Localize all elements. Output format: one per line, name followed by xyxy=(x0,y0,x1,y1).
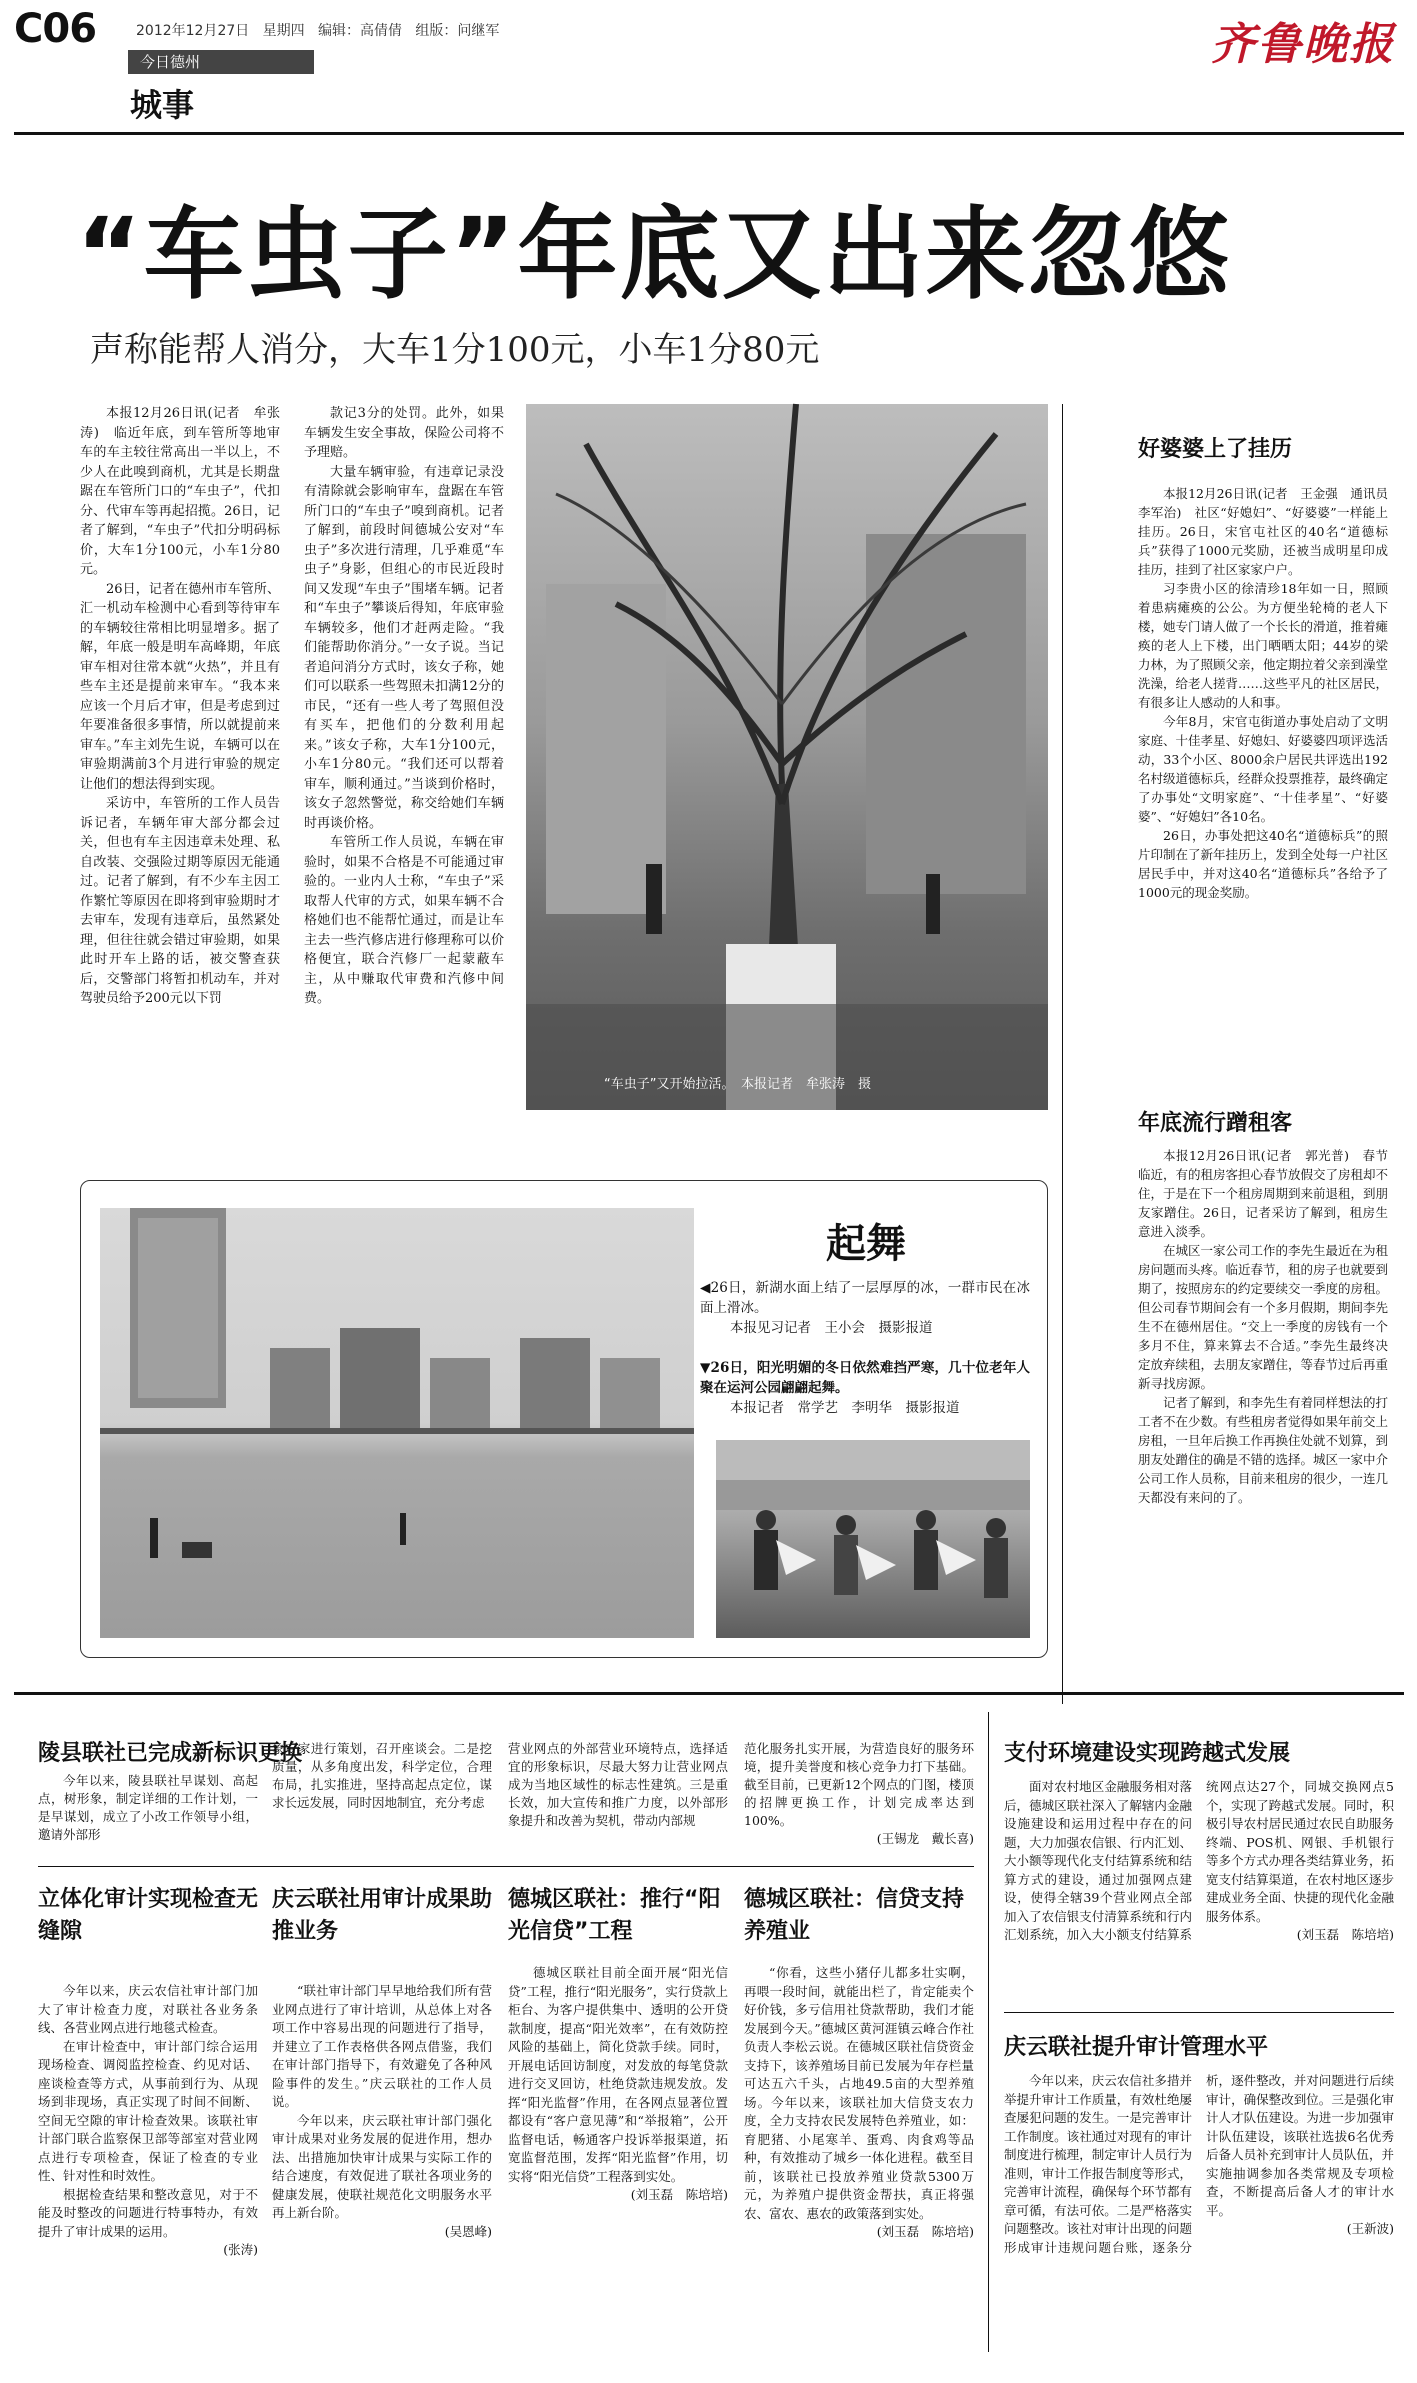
lead-photo xyxy=(526,404,1048,1110)
section-tag-label: 今日德州 xyxy=(140,53,201,71)
story-paragraph: 本报12月26日讯(记者 王金强 通讯员 李军治) 社区“好媳妇”、“好婆婆”一样能上挂历。26日，宋官屯社区的40名“道德标兵”获得了1000元奖励，还被当成明星印成挂历，挂到了社区家家户户。 xyxy=(1138,486,1401,577)
lead-paragraph: 26日，记者在德州市车管所、汇一机动车检测中心看到等待审车的车辆较往常相比明显增多。据了解，年底一般是明车高峰期，年底审车相对往常本就“火热”，并且有些车主还是提前来审车。“我本来应该一个月后才审，但是考虑到过年要准备很多事情，所以就提前来审车。”车主刘先生说，车辆可以在审验期满前3个月进行审验的规定让他们的想法得到实现。 xyxy=(80,581,280,792)
story-grandma-body xyxy=(1138,484,1401,1054)
bottom-inner-rule xyxy=(38,1866,974,1867)
header-rule xyxy=(14,132,1404,135)
lead-photo-illustration xyxy=(526,404,1048,1110)
column-divider xyxy=(1062,404,1063,1704)
story-credit: (吴恩峰) xyxy=(444,2223,492,2239)
lead-paragraph: 车管所工作人员说，车辆在审验时，如果不合格是不可能通过审验的。一业内人士称，“车虫子”采取帮人代审的方式，如果车辆不合格她们也不能帮忙通过，而是让车主去一些汽修店进行修理称可以价格便宜，联合汽修厂一起蒙蔽车主，从中赚取代审费和汽修中间费。 xyxy=(304,835,504,1006)
story-title-f: 庆云联社提升审计管理水平 xyxy=(1004,2035,1269,2060)
story-title-a-text: 立体化审计实现检查无缝隙 xyxy=(38,1887,259,1944)
story-paragraph: 范化服务扎实开展，为营造良好的服务环境，提升美誉度和核心竞争力打下基础。截至目前，已更新12个网点的门图，楼顶的招牌更换工作，计划完成率达到100%。 xyxy=(744,1741,974,1828)
story-paragraph: 德城区联社目前全面开展“阳光信贷”工程，推行“阳光服务”，实行贷款上柜台、为客户提供集中、透明的公开贷款制度，提高“阳光效率”，在有效防控风险的基础上，简化贷款手续。同时，开展电话回访制度，对发放的每笔贷款进行交叉回访，杜绝贷款违规发放。发挥“阳光监督”作用，在各网点显著位置都设有“客户意见薄”和“举报箱”，公开监督电话，畅通客户投诉举报渠道，拓宽监督范围，发挥“阳光监督”作用，切实将“阳光信贷”工程落到实处。 xyxy=(508,1965,728,2184)
story-paragraph: 今年以来，庆云农信社多措并举提升审计工作质量，有效杜绝屡查屡犯问题的发生。一是完善审计工作制度。该社通过对现有的审计制度进行梳理，制定审计人员行为准则，审计工作报告制度等形式，完善审计流程，确保每个环节都有章可循，有法可依。二是严格落实问题整改。该社对审计出现的问题形成审计违规问题台账，逐条分析，逐件整改，并对问题进行后续审计，确保整改到位。三是强化审计人才队伍建设。为进一步加强审计队伍建设，该联社选拔6名优秀后备人员补充到审计人员队伍，并实施抽调参加各类常规及专项检查，不断提高后备人才的审计水平。 xyxy=(1004,2073,1394,2255)
story-paragraph: 面对农村地区金融服务相对落后，德城区联社深入了解辖内金融设施建设和运用过程中存在的问题，大力加强农信银、行内汇划、大小额等现代化支付结算系统和结算方式的建设，通过加强网点建设，使得全辖39个营业网点全部加入了农信银支付清算系统和行内汇划系统，加入大小额支付结算系统网点达27个，同城交换网点5个，实现了跨越式发展。同时，积极引导农村居民通过农民自助服务终端、POS机、网银、手机银行等多个方式办理各类结算业务，拓宽支付结算渠道，在农村地区逐步建成业务全面、快捷的现代化金融服务体系。 xyxy=(1004,1779,1394,1942)
story-credit: (刘玉磊 陈培培) xyxy=(630,2187,728,2202)
header-layout: 组版：问继军 xyxy=(415,23,500,39)
story-lingxian-col-3 xyxy=(508,1740,728,1852)
story-paragraph: 营业网点的外部营业环境特点，选择适宜的形象标识，尽最大努力让营业网点成为当地区域性的标志性建筑。三是重长效，加大宣传和推广力度，以外部形象提升和改善为契机，带动内部规 xyxy=(508,1741,728,1828)
feature-caption-1-credit: 本报见习记者 王小会 摄影报道 xyxy=(730,1320,933,1336)
story-e-body xyxy=(1004,1778,1394,2000)
story-paragraph: “联社审计部门早早地给我们所有营业网点进行了审计培训，从总体上对各项工作中容易出现的问题进行了指导，并建立了工作表格供各网点借鉴，我们在审计部门指导下，有效避免了各种风险事件的发生。”庆云联社的工作人员说。 xyxy=(272,1983,492,2109)
feature-caption-2 xyxy=(700,1358,1030,1418)
bottom-divider xyxy=(14,1692,1404,1695)
story-lingxian-col-1 xyxy=(38,1772,258,1852)
story-title-a xyxy=(38,1884,258,1948)
story-lingxian-col-2 xyxy=(272,1740,492,1852)
lead-paragraph: 大量车辆审验，有违章记录没有清除就会影响审车，盘踞在车管所门口的“车虫子”嗅到商机。记者了解到，前段时间德城公安对“车虫子”多次进行清理，几乎难觅“车虫子”身影，但组心的市民近段时间又发现“车虫子”围堵车辆。记者和“车虫子”攀谈后得知，年底审验车辆较多，他们才赶两走险。“我们能帮助你消分。”一女子说。当记者追问消分方式时，该女子称，她们可以联系一些驾照未扣满12分的市民，“还有一些人考了驾照但没有买车，把他们的分数利用起来。”该女子称，大车1分100元，小车1分80元。“我们还可以帮着审车，顺利通过。”当谈到价格时，该女子忽然警觉，称交给她们车辆时再谈价格。 xyxy=(304,464,504,831)
feature-photo-dancing-illustration xyxy=(716,1440,1030,1638)
feature-caption-1 xyxy=(700,1278,1030,1338)
lead-column-1 xyxy=(80,404,280,1199)
story-title-b-text: 庆云联社用审计成果助推业务 xyxy=(272,1887,493,1944)
story-title-lingxian: 陵县联社已完成新标识更换 xyxy=(38,1741,303,1766)
story-renters-body xyxy=(1138,1146,1388,1676)
lead-paragraph: 本报12月26日讯(记者 牟张涛) 临近年底，到车管所等地审车的车主较往常高出一半以上，不少人在此嗅到商机，尤其是长期盘踞在车管所门口的“车虫子”，代扣分、代审车等再起招揽。26日，记者了解到，“车虫子”代扣分明码标价，大车1分100元，小车1分80元。 xyxy=(80,406,280,577)
story-paragraph: 根据检查结果和整改意见，对于不能及时整改的问题进行特事特办，有效提升了审计成果的运用。 xyxy=(38,2186,258,2239)
feature-photo-dancing xyxy=(716,1440,1030,1638)
feature-photo-skating-illustration xyxy=(100,1208,694,1638)
story-paragraph: 习李贵小区的徐清珍18年如一日，照顾着患病瘫痪的公公。为方便坐轮椅的老人下楼，她专门请人做了一个长长的滑道，推着瘫痪的老人上下楼，出门晒晒太阳；44岁的梁力林，为了照顾父亲，他定期拉着父亲到澡堂洗澡，给老人搓背……这些平凡的社区居民，有很多让人感动的人和事。 xyxy=(1138,581,1389,710)
story-credit: (刘玉磊 陈培培) xyxy=(1296,1927,1394,1942)
feature-caption-2-text: ▼26日，阳光明媚的冬日依然难挡严寒，几十位老年人聚在运河公园翩翩起舞。 xyxy=(700,1360,1030,1396)
story-title-d-text: 德城区联社：信贷支持养殖业 xyxy=(744,1887,965,1944)
lead-column-2 xyxy=(304,404,504,1199)
story-title-b xyxy=(272,1884,492,1948)
feature-photo-skating xyxy=(100,1208,694,1638)
section-tag xyxy=(128,50,314,74)
story-title-c-text: 德城区联社：推行“阳光信贷”工程 xyxy=(508,1887,721,1944)
story-credit: (张涛) xyxy=(223,2242,258,2257)
story-paragraph: 在审计检查中，审计部门综合运用现场检查、调阅监控检查、约见对话、座谈检查等方式，从事前到行为、从现场到非现场，真正实现了时间不间断、空间无空隙的审计检查效果。该联社审计部门联合监察保卫部等部室对营业网点进行专项检查，保证了检查的专业性、针对性和时效性。 xyxy=(38,2038,258,2183)
lead-paragraph: 采访中，车管所的工作人员告诉记者，车辆年审大部分都会过关，但也有车主因违章未处理、私自改装、交强险过期等原因无能通过。记者了解到，有不少车主因工作繁忙等原因在即将到审验期时才去审车，发现有违章后，虽然紧处理，但往往就会错过审验期，如果此时开车上路的话，被交警查获后，交警部门将暂扣机动车，并对驾驶员给予200元以下罚 xyxy=(80,796,280,1006)
story-f-body xyxy=(1004,2072,1394,2356)
story-paragraph: 在城区一家公司工作的李先生最近在为租房问题而头疼。临近春节，租的房子也就要到期了，按照房东的约定要续交一季度的房租。但公司春节期间会有一个多月假期，期间李先生不在德州居住。“交上一季度的房钱有一个多月不住，算来算去不合适。”李先生最终决定放弃续租，去朋友家蹭住，等春节过后再重新寻找房源。 xyxy=(1138,1243,1389,1391)
feature-title: 起舞 xyxy=(826,1221,906,1267)
lead-subheadline: 声称能帮人消分，大车1分100元，小车1分80元 xyxy=(90,330,820,370)
header-meta xyxy=(136,20,499,40)
header-editor: 编辑：高倩倩 xyxy=(317,23,402,39)
story-lingxian-col-4 xyxy=(744,1740,974,1852)
story-title-c xyxy=(508,1884,738,1948)
story-a-body xyxy=(38,1982,258,2352)
story-paragraph: 今年以来，庆云农信社审计部门加大了审计检查力度，对联社各业务条线、各营业网点进行地毯式检查。 xyxy=(38,1983,258,2035)
story-paragraph: 本报12月26日讯(记者 郭光普) 春节临近，有的租房客担心春节放假交了房租却不住，于是在下一个租房周期到来前退租，到朋友家蹭住。26日，记者采访了解到，租房生意进入淡季。 xyxy=(1138,1148,1389,1239)
lead-headline: “车虫子”年底又出来忽悠 xyxy=(76,196,1232,313)
story-title-grandma: 好婆婆上了挂历 xyxy=(1138,437,1293,462)
header-weekday: 星期四 xyxy=(262,23,305,39)
story-paragraph: 今年以来，陵县联社早谋划、高起点，树形象，制定详细的工作计划，一是早谋划，成立了小改工作领导小组，邀请外部形 xyxy=(38,1773,258,1842)
bottom-right-rule xyxy=(1004,2012,1394,2013)
header-date: 2012年12月27日 xyxy=(136,23,250,39)
story-paragraph: 今年8月，宋官屯街道办事处启动了文明家庭、十佳孝星、好媳妇、好婆婆四项评选活动，33个小区、8000余户居民共评选出192名村级道德标兵，经群众投票推荐，最终确定了办事处“文明家庭”、“十佳孝星”、“好婆婆”、“好媳妇”各10名。 xyxy=(1138,714,1389,824)
story-credit: (王新波) xyxy=(1346,2221,1394,2236)
story-paragraph: 26日，办事处把这40名“道德标兵”的照片印制在了新年挂历上，发到全处每一户社区居民手中，并对这40名“道德标兵”各给予了1000元的现金奖励。 xyxy=(1138,828,1389,900)
story-title-d xyxy=(744,1884,974,1948)
story-d-body xyxy=(744,1964,974,2352)
story-credit: (刘玉磊 陈培培) xyxy=(876,2224,974,2239)
lead-paragraph: 款记3分的处罚。此外，如果车辆发生安全事故，保险公司将不予理赔。 xyxy=(304,406,504,460)
bottom-column-divider xyxy=(988,1712,989,2352)
story-b-body xyxy=(272,1982,492,2352)
feature-caption-1-text: ◀26日，新湖水面上结了一层厚厚的冰，一群市民在冰面上滑冰。 xyxy=(700,1280,1030,1316)
story-paragraph: 记者了解到，和李先生有着同样想法的打工者不在少数。有些租房者觉得如果年前交上房租，一旦年后换工作再换住处就不划算，到朋友处蹭住的确是不错的选择。城区一家中介公司工作人员称，目前来租房的很少，一连几天都没有来问的了。 xyxy=(1138,1395,1389,1505)
masthead-logo: 齐鲁晚报 xyxy=(1211,19,1395,70)
story-paragraph: “你看，这些小猪仔儿都多壮实啊，再喂一段时间，就能出栏了，肯定能卖个好价钱，多亏信用社贷款帮助，我们才能发展到今天。”德城区黄河涯镇云峰合作社负责人李松云说。在德城区联社信贷资金支持下，该养殖场目前已发展为年存栏量可达五六千头，占地49.5亩的大型养殖场。今年以来，该联社加大信贷支农力度，全力支持农民发展特色养殖业，如：育肥猪、小尾寒羊、蛋鸡、肉食鸡等品种，有效推动了城乡一体化进程。截至目前，该联社已投放养殖业贷款5300万元，为养殖户提供资金帮扶，真正将强农、富农、惠农的政策落到实处。 xyxy=(744,1965,974,2221)
story-credit: (王锡龙 戴长喜) xyxy=(876,1831,974,1846)
story-c-body xyxy=(508,1964,728,2352)
section-name: 城事 xyxy=(130,86,195,124)
story-title-e: 支付环境建设实现跨越式发展 xyxy=(1004,1741,1291,1766)
story-paragraph: 象专家进行策划，召开座谈会。二是挖质量，从多角度出发，科学定位，合理布局，扎实推进，坚持高起点定位，谋求长远发展，同时因地制宜，充分考虑 xyxy=(272,1741,492,1810)
lead-photo-caption: “车虫子”又开始拉活。 本报记者 牟张涛 摄 xyxy=(604,1077,871,1092)
story-paragraph: 今年以来，庆云联社审计部门强化审计成果对业务发展的促进作用，想办法、出措施加快审计成果与实际工作的结合速度，有效促进了联社各项业务的健康发展，使联社规范化文明服务水平再上新台阶。 xyxy=(272,2112,492,2220)
story-title-renters: 年底流行蹭租客 xyxy=(1138,1111,1293,1136)
page-number: C06 xyxy=(14,6,97,52)
feature-caption-2-credit: 本报记者 常学艺 李明华 摄影报道 xyxy=(730,1400,960,1416)
